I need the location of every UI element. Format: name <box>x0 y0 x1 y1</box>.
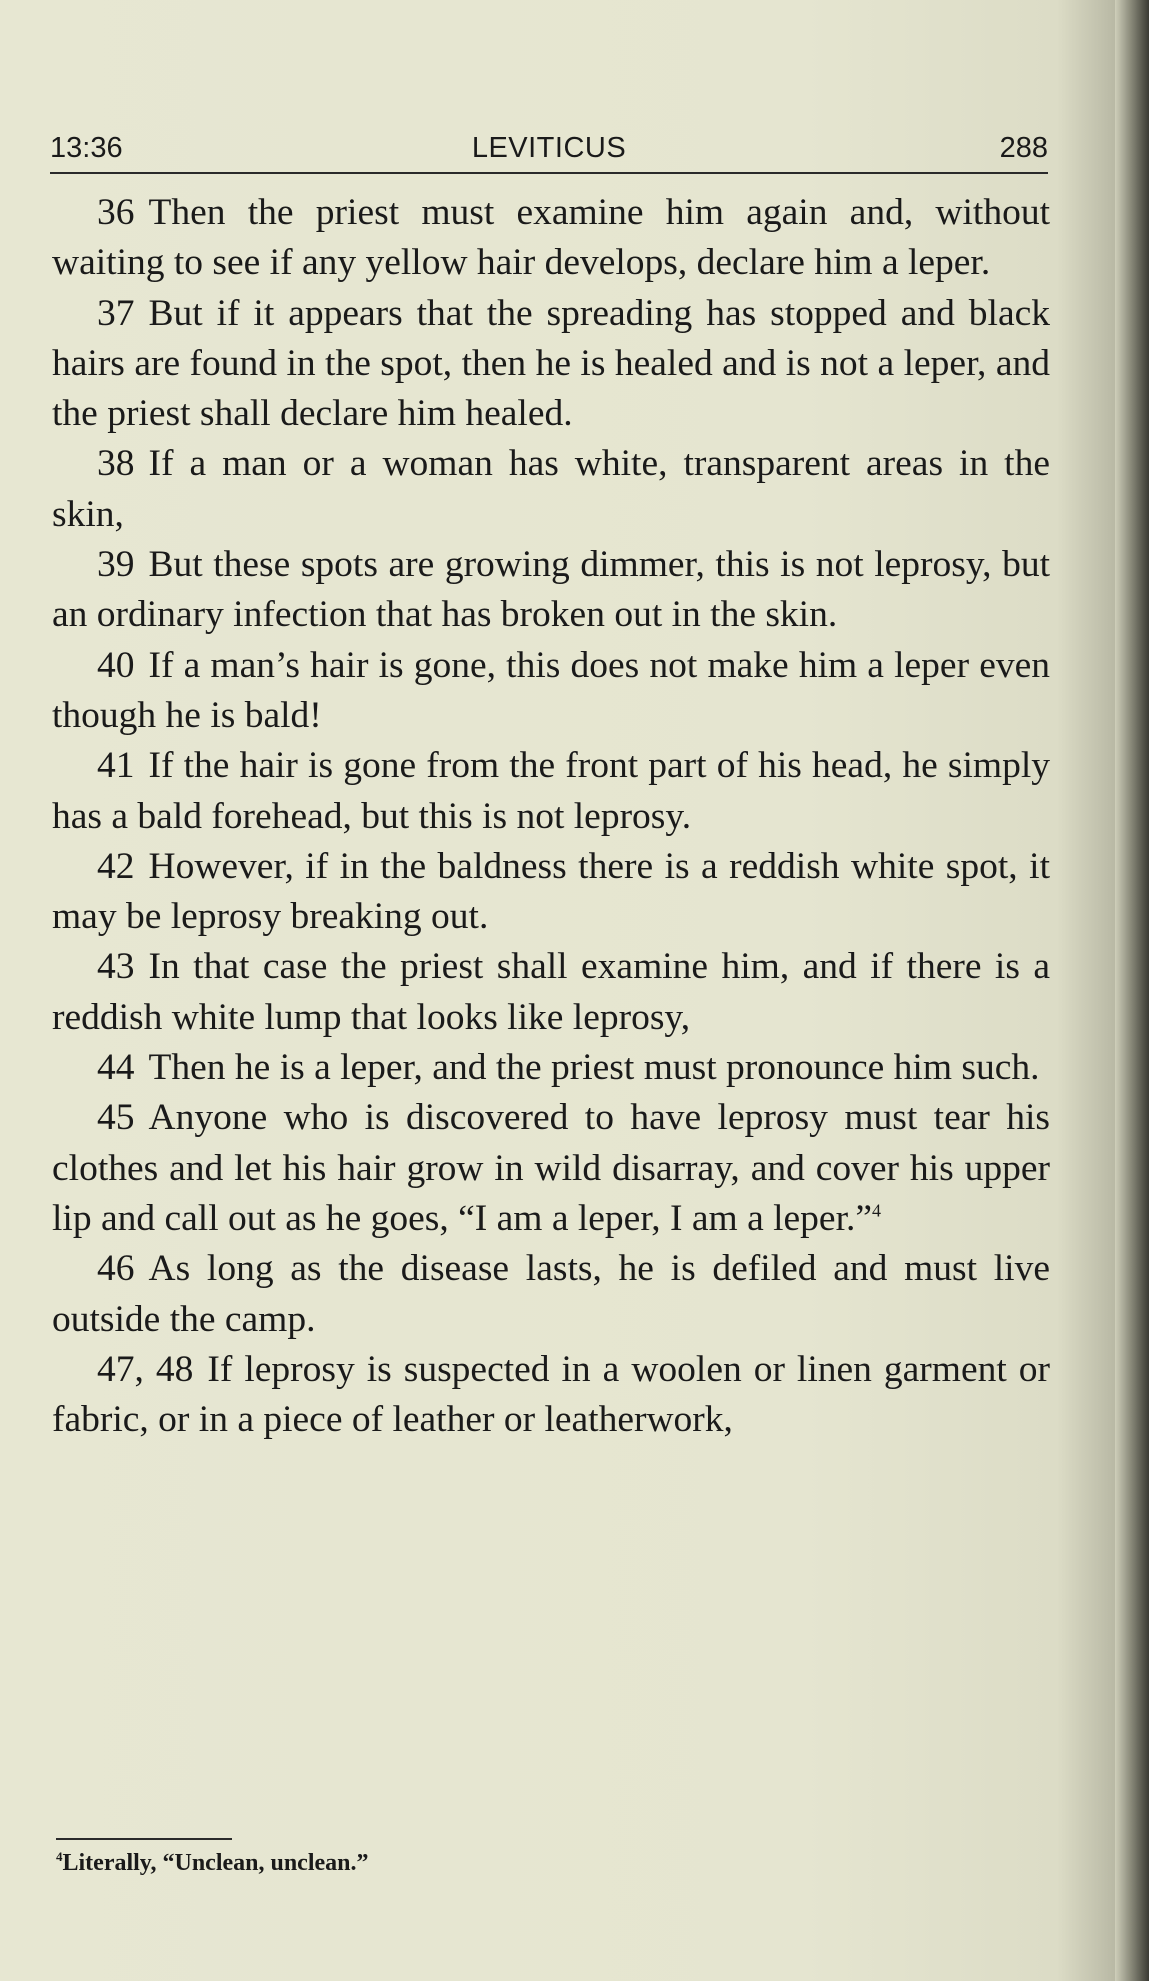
scripture-text <box>52 188 1050 1445</box>
footnote-number: 4 <box>56 1849 63 1864</box>
verse-text: In that case the priest shall examine him, and if there is a reddish white lump that looks like leprosy, <box>52 946 1050 1038</box>
verse-text: If a man or a woman has white, transparent areas in the skin, <box>52 443 1050 535</box>
verse-number: 44 <box>97 1047 135 1089</box>
verse-text: Then the priest must examine him again and, without waiting to see if any yellow hair develops, declare him a leper. <box>52 192 1050 284</box>
verse-number: 43 <box>97 946 135 988</box>
verse-text: Anyone who is discovered to have leprosy must tear his clothes and let his hair grow in wild disarray, and cover his upper lip and call out as he goes, “I am a leper, I am a leper.” <box>52 1097 1050 1239</box>
verse-46 <box>52 1244 1050 1345</box>
verse-number: 45 <box>97 1097 135 1139</box>
verse-36 <box>52 188 1050 289</box>
verse-number: 40 <box>97 644 135 686</box>
verse-42 <box>52 842 1050 943</box>
verse-text: But these spots are growing dimmer, this is not leprosy, but an ordinary infection that has broken out in the skin. <box>52 544 1050 636</box>
verse-41 <box>52 741 1050 842</box>
verse-44 <box>52 1043 1050 1093</box>
verse-39 <box>52 540 1050 641</box>
verse-47-48 <box>52 1345 1050 1446</box>
verse-number: 41 <box>97 745 135 787</box>
verse-40 <box>52 641 1050 742</box>
book-title: LEVITICUS <box>471 132 627 164</box>
verse-number: 38 <box>97 443 135 485</box>
verse-number: 42 <box>97 845 135 887</box>
verse-number: 36 <box>97 192 135 233</box>
verse-43 <box>52 942 1050 1043</box>
running-header <box>50 128 1048 174</box>
verse-text: But if it appears that the spreading has stopped and black hairs are found in the spot, then he is healed and is not a leper, and the priest shall declare him healed. <box>52 292 1050 435</box>
page-number: 288 <box>999 132 1048 164</box>
chapter-verse-reference: 13:36 <box>50 132 123 164</box>
verse-text: However, if in the baldness there is a reddish white spot, it may be leprosy breaking out. <box>52 845 1050 938</box>
verse-number: 46 <box>97 1248 135 1290</box>
verse-text: If leprosy is suspected in a woolen or linen garment or fabric, or in a piece of leather or leatherwork, <box>52 1348 1051 1441</box>
verse-number: 47, 48 <box>97 1348 194 1390</box>
verse-text: Then he is a leper, and the priest must pronounce him such. <box>148 1047 1040 1089</box>
book-spine-shadow <box>1115 0 1149 1981</box>
footnote-marker[interactable]: 4 <box>872 1200 882 1221</box>
verse-number: 39 <box>97 544 135 586</box>
verse-text: If the hair is gone from the front part of his head, he simply has a bald forehead, but this is not leprosy. <box>52 745 1050 837</box>
verse-45 <box>52 1093 1050 1244</box>
footnote-text: Literally, “Unclean, unclean.” <box>62 1850 369 1876</box>
verse-text: If a man’s hair is gone, this does not make him a leper even though he is bald! <box>52 644 1050 736</box>
verse-text: As long as the disease lasts, he is defiled and must live outside the camp. <box>52 1248 1050 1340</box>
verse-38 <box>52 439 1050 540</box>
footnote <box>56 1850 369 1877</box>
footnote-divider <box>56 1838 232 1840</box>
verse-37 <box>52 289 1050 440</box>
verse-number: 37 <box>97 292 135 334</box>
